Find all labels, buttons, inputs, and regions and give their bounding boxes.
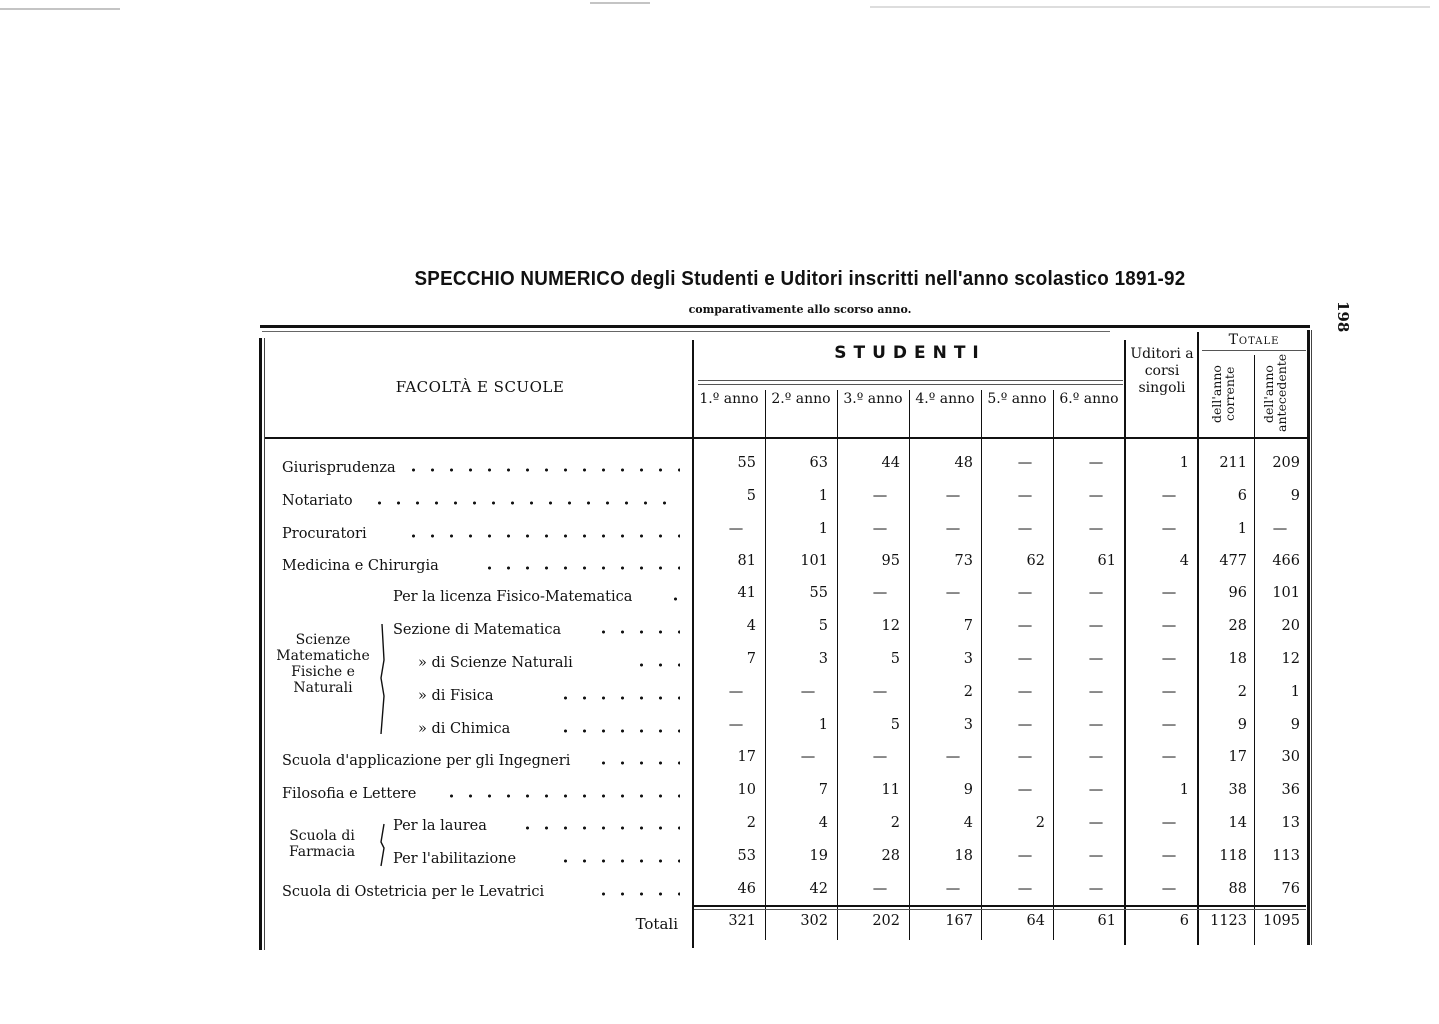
table-cell: 28 (1228, 618, 1247, 634)
table-cell: — (1161, 881, 1177, 897)
table-cell: — (1088, 651, 1104, 667)
table-cell: — (945, 585, 961, 601)
column-rule (837, 390, 838, 940)
students-underline (698, 380, 1123, 381)
table-cell: 4 (746, 618, 756, 634)
table-cell: 1 (818, 521, 828, 537)
table-cell: 477 (1219, 553, 1247, 569)
table-cell: 44 (881, 455, 900, 471)
table-cell: — (1017, 684, 1033, 700)
header-year-6: 6.º anno (1059, 391, 1119, 407)
table-cell: — (1017, 521, 1033, 537)
total-underline (1202, 350, 1306, 351)
group-label-farmacia: Scuola di Farmacia (288, 828, 356, 860)
table-cell: — (1017, 848, 1033, 864)
table-cell: — (1161, 815, 1177, 831)
students-underline (698, 384, 1123, 385)
row-label: Notariato (282, 493, 353, 509)
row-label: Scuola di Ostetricia per le Levatrici (282, 884, 545, 900)
table-cell: 2 (890, 815, 900, 831)
table-cell: 5 (818, 618, 828, 634)
dot-leader (594, 887, 680, 901)
table-cell: — (1088, 455, 1104, 471)
header-previous-year: dell'anno antecedente (1261, 353, 1289, 432)
table-cell: — (1088, 585, 1104, 601)
totals-cell: 61 (1097, 913, 1116, 929)
table-cell: — (1161, 488, 1177, 504)
table-cell: 41 (737, 585, 756, 601)
table-cell: 14 (1228, 815, 1247, 831)
table-cell: 10 (737, 782, 756, 798)
table-cell: 1 (1179, 782, 1189, 798)
table-cell: — (945, 749, 961, 765)
table-cell: 48 (954, 455, 973, 471)
table-cell: — (872, 521, 888, 537)
table-cell: — (1161, 521, 1177, 537)
totals-cell: 202 (872, 913, 900, 929)
table-cell: 4 (818, 815, 828, 831)
totals-cell: 64 (1026, 913, 1045, 929)
group-brace (376, 620, 390, 740)
table-cell: 96 (1228, 585, 1247, 601)
table-cell: 2 (746, 815, 756, 831)
column-rule (1053, 390, 1054, 940)
table-cell: 1 (818, 717, 828, 733)
dot-leader (666, 592, 680, 606)
table-cell: 55 (809, 585, 828, 601)
table-cell: 7 (963, 618, 973, 634)
totals-rule-thin (694, 909, 1306, 910)
table-cell: — (728, 521, 744, 537)
table-cell: 1 (818, 488, 828, 504)
table-cell: — (1088, 521, 1104, 537)
table-cell: 5 (890, 651, 900, 667)
table-cell: 36 (1281, 782, 1300, 798)
table-cell: 6 (1237, 488, 1247, 504)
table-cell: 73 (954, 553, 973, 569)
table-cell: 9 (1290, 488, 1300, 504)
table-cell: — (872, 684, 888, 700)
table-cell: — (1017, 488, 1033, 504)
table-cell: — (945, 881, 961, 897)
dot-leader (404, 463, 680, 477)
table-cell: 211 (1219, 455, 1247, 471)
header-current-year: dell'anno corrente (1209, 365, 1237, 423)
table-cell: 5 (890, 717, 900, 733)
header-students: STUDENTI (834, 343, 986, 363)
dot-leader (518, 821, 680, 835)
header-year-2: 2.º anno (771, 391, 831, 407)
table-cell: 95 (881, 553, 900, 569)
table-cell: — (728, 717, 744, 733)
dot-leader (594, 625, 680, 639)
dot-leader (480, 561, 680, 575)
header-year-5: 5.º anno (987, 391, 1047, 407)
table-cell: — (872, 488, 888, 504)
scan-noise (870, 6, 1430, 8)
header-total: Totale (1228, 332, 1280, 348)
table-cell: 101 (800, 553, 828, 569)
row-label: Scuola d'applicazione per gli Ingegneri (282, 753, 571, 769)
dot-leader (556, 724, 680, 738)
table-cell: 4 (963, 815, 973, 831)
row-label: » di Scienze Naturali (418, 655, 573, 671)
table-cell: 5 (746, 488, 756, 504)
table-cell: — (1017, 455, 1033, 471)
totals-cell: 321 (728, 913, 756, 929)
table-cell: 209 (1272, 455, 1300, 471)
column-rule (1124, 340, 1126, 945)
table-cell: 61 (1097, 553, 1116, 569)
table-cell: 55 (737, 455, 756, 471)
table-cell: 7 (746, 651, 756, 667)
column-rule (692, 340, 694, 948)
table-cell: 30 (1281, 749, 1300, 765)
table-cell: — (1017, 717, 1033, 733)
dot-leader (594, 756, 680, 770)
table-cell: 1 (1290, 684, 1300, 700)
table-cell: — (1161, 618, 1177, 634)
row-label: » di Chimica (418, 721, 511, 737)
table-cell: 17 (737, 749, 756, 765)
table-cell: 17 (1228, 749, 1247, 765)
table-cell: 101 (1272, 585, 1300, 601)
column-rule (909, 390, 910, 940)
header-year-4: 4.º anno (915, 391, 975, 407)
table-cell: — (1017, 881, 1033, 897)
group-label-scienze: Scienze Matematiche Fisiche e Naturali (276, 632, 370, 696)
table-cell: — (1017, 651, 1033, 667)
table-cell: 11 (881, 782, 900, 798)
header-year-1: 1.º anno (699, 391, 759, 407)
table-cell: 81 (737, 553, 756, 569)
table-right-rule-thin (1311, 330, 1312, 945)
totals-cell: 1123 (1210, 913, 1247, 929)
table-cell: 3 (818, 651, 828, 667)
table-cell: — (1088, 749, 1104, 765)
scan-noise (590, 2, 650, 4)
table-cell: — (1017, 749, 1033, 765)
table-cell: 9 (1290, 717, 1300, 733)
table-cell: — (1017, 585, 1033, 601)
dot-leader (442, 789, 680, 803)
table-cell: 118 (1219, 848, 1247, 864)
table-cell: — (872, 749, 888, 765)
table-cell: 18 (1228, 651, 1247, 667)
table-cell: 12 (1281, 651, 1300, 667)
table-cell: — (1017, 618, 1033, 634)
table-cell: — (1088, 848, 1104, 864)
totals-cell: 1095 (1263, 913, 1300, 929)
table-cell: 19 (809, 848, 828, 864)
table-cell: 9 (963, 782, 973, 798)
table-cell: 46 (737, 881, 756, 897)
table-cell: — (945, 521, 961, 537)
header-year-3: 3.º anno (843, 391, 903, 407)
row-label: Procuratori (282, 526, 367, 542)
row-label: Giurisprudenza (282, 460, 396, 476)
scan-noise (0, 8, 120, 10)
table-top-rule (260, 325, 1310, 328)
table-cell: — (872, 881, 888, 897)
table-cell: 3 (963, 651, 973, 667)
totals-rule (694, 905, 1306, 907)
totals-label: Totali (635, 915, 678, 933)
table-cell: 9 (1237, 717, 1247, 733)
table-cell: — (872, 585, 888, 601)
dot-leader (556, 691, 680, 705)
dot-leader (556, 854, 680, 868)
table-cell: 4 (1179, 553, 1189, 569)
table-cell: — (1272, 521, 1288, 537)
table-cell: 28 (881, 848, 900, 864)
table-cell: 7 (818, 782, 828, 798)
table-cell: — (1161, 749, 1177, 765)
table-cell: — (945, 488, 961, 504)
table-cell: — (1088, 488, 1104, 504)
table-cell: — (1088, 782, 1104, 798)
table-cell: — (1161, 585, 1177, 601)
header-faculty: FACOLTÀ E SCUOLE (395, 378, 565, 396)
table-cell: — (1088, 815, 1104, 831)
table-cell: 38 (1228, 782, 1247, 798)
table-cell: 76 (1281, 881, 1300, 897)
table-cell: 1 (1237, 521, 1247, 537)
table-cell: 63 (809, 455, 828, 471)
page-number: 198 (1334, 301, 1352, 333)
table-cell: 18 (954, 848, 973, 864)
row-label: Per la licenza Fisico-Matematica (393, 589, 633, 605)
table-cell: 62 (1026, 553, 1045, 569)
table-cell: 88 (1228, 881, 1247, 897)
table-cell: — (1161, 848, 1177, 864)
row-label: » di Fisica (418, 688, 494, 704)
table-cell: — (1088, 684, 1104, 700)
table-cell: 13 (1281, 815, 1300, 831)
header-bottom-rule (265, 437, 1308, 439)
table-cell: — (1088, 618, 1104, 634)
page-title: SPECCHIO NUMERICO degli Studenti e Uditori inscritti nell'anno scolastico 1891-92 (414, 268, 1186, 290)
totals-cell: 167 (945, 913, 973, 929)
table-cell: — (1161, 684, 1177, 700)
table-cell: 53 (737, 848, 756, 864)
table-top-rule-thin (262, 331, 1110, 332)
table-cell: — (1088, 717, 1104, 733)
dot-leader (370, 496, 680, 510)
table-cell: — (728, 684, 744, 700)
table-cell: 113 (1272, 848, 1300, 864)
table-cell: — (1017, 782, 1033, 798)
totals-cell: 302 (800, 913, 828, 929)
row-label: Per l'abilitazione (393, 851, 517, 867)
dot-leader (632, 658, 680, 672)
table-cell: 2 (1035, 815, 1045, 831)
table-left-rule (259, 338, 262, 950)
table-cell: — (800, 684, 816, 700)
table-cell: 2 (1237, 684, 1247, 700)
row-label: Per la laurea (393, 818, 487, 834)
table-left-rule-thin (264, 338, 265, 950)
table-cell: 12 (881, 618, 900, 634)
group-brace (376, 820, 390, 870)
column-rule (981, 390, 982, 940)
table-cell: — (1161, 717, 1177, 733)
column-rule (765, 390, 766, 940)
table-cell: 20 (1281, 618, 1300, 634)
table-cell: 1 (1179, 455, 1189, 471)
row-label: Medicina e Chirurgia (282, 558, 439, 574)
dot-leader (404, 529, 680, 543)
table-cell: 2 (963, 684, 973, 700)
table-cell: 42 (809, 881, 828, 897)
totals-cell: 6 (1179, 913, 1189, 929)
table-cell: — (1161, 651, 1177, 667)
row-label: Sezione di Matematica (393, 622, 562, 638)
table-right-rule (1307, 330, 1310, 945)
row-label: Filosofia e Lettere (282, 786, 417, 802)
table-cell: 3 (963, 717, 973, 733)
page-subtitle: comparativamente allo scorso anno. (688, 303, 912, 316)
table-cell: — (800, 749, 816, 765)
header-auditors: Uditori a corsi singoli (1130, 346, 1194, 396)
table-cell: — (1088, 881, 1104, 897)
table-cell: 466 (1272, 553, 1300, 569)
